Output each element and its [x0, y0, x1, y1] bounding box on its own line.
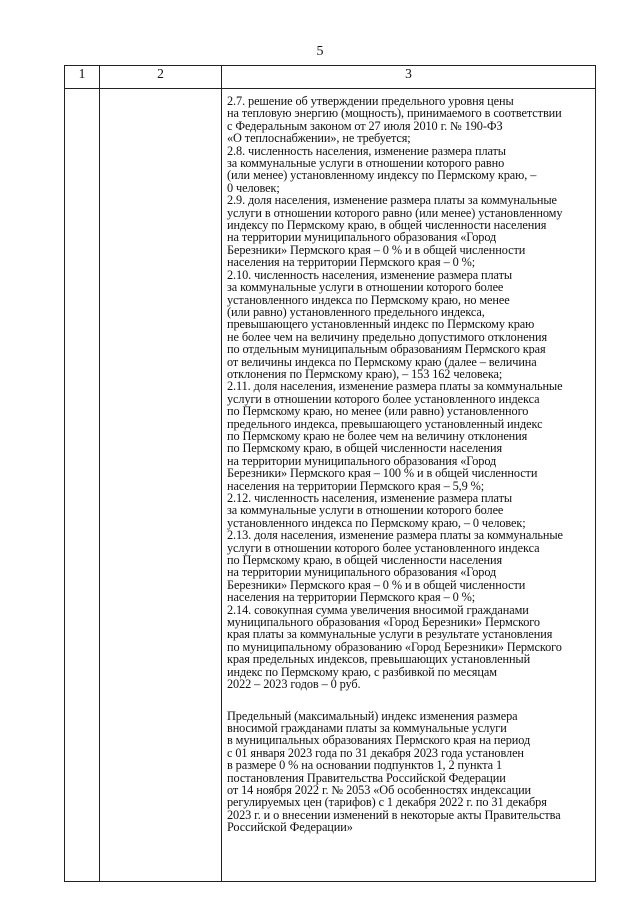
- text-line: установленного индекса по Пермскому краю, – 0 человек;: [227, 515, 526, 530]
- text-line: предельного индекса, превышающего установленный индекс: [227, 416, 543, 431]
- text-line: края платы за коммунальные услуги в результате установления: [227, 627, 553, 642]
- text-line: по Пермскому краю, в общей численности населения: [227, 441, 503, 456]
- text-line: индекс по Пермскому краю, с разбивкой по месяцам: [227, 664, 497, 679]
- text-line: индексу по Пермскому краю, в общей численности населения: [227, 218, 547, 233]
- text-line: 2.9. доля населения, изменение размера платы за коммунальные: [227, 193, 557, 208]
- text-line: не более чем на величину предельно допустимого отклонения: [227, 329, 548, 344]
- column-3-cell: [222, 89, 596, 882]
- text-line: Предельный (максимальный) индекс изменения размера: [227, 708, 518, 723]
- text-line: Российской Федерации»: [227, 820, 353, 835]
- text-line: (или менее) установленному индексу по Пермскому краю, –: [227, 168, 537, 183]
- text-line: услуги в отношении которого равно (или менее) установленному: [227, 205, 563, 220]
- text-line: с 01 января 2023 года по 31 декабря 2023 года установлен: [227, 745, 524, 760]
- text-line: 0 человек;: [227, 180, 280, 195]
- text-line: с Федеральным законом от 27 июля 2010 г. № 190-ФЗ: [227, 118, 503, 133]
- text-line: за коммунальные услуги в отношении которого равно: [227, 156, 505, 171]
- text-line: (или равно) установленного предельного индекса,: [227, 304, 485, 319]
- text-line: на территории муниципального образования «Город: [227, 453, 497, 468]
- column-header-2: 2: [100, 66, 222, 89]
- column-1-cell: [65, 89, 100, 882]
- text-line: Березники» Пермского края – 0 % и в общей численности: [227, 242, 526, 257]
- text-line: от величины индекса по Пермскому краю (далее – величина: [227, 354, 537, 369]
- text-line: Березники» Пермского края – 0 % и в общей численности: [227, 577, 526, 592]
- text-line: населения на территории Пермского края – 0 %;: [227, 255, 476, 270]
- column-header-3: 3: [222, 66, 596, 89]
- text-line: в размере 0 % на основании подпунктов 1, 2 пункта 1: [227, 758, 503, 773]
- paragraph-index-note: [227, 710, 591, 834]
- text-line: «О теплоснабжении», не требуется;: [227, 131, 411, 146]
- text-line: на тепловую энергию (мощность), принимаемого в соответствии: [227, 106, 562, 121]
- text-line: 2.14. совокупная сумма увеличения вносимой гражданами: [227, 602, 529, 617]
- text-line: 2.7. решение об утверждении предельного уровня цены: [227, 94, 514, 108]
- paragraph-items: [227, 95, 591, 691]
- text-line: по Пермскому краю, в общей численности населения: [227, 553, 503, 568]
- text-line: края предельных индексов, превышающих установленный: [227, 652, 531, 667]
- table-body-row: [65, 89, 596, 882]
- text-line: услуги в отношении которого более установленного индекса: [227, 391, 540, 406]
- text-line: за коммунальные услуги в отношении которого более: [227, 503, 504, 518]
- text-line: превышающего установленный индекс по Пермскому краю: [227, 317, 535, 332]
- cell-text: [222, 89, 595, 834]
- text-line: по муниципальному образованию «Город Березники» Пермского: [227, 639, 562, 654]
- text-line: населения на территории Пермского края – 0 %;: [227, 590, 476, 605]
- text-line: по Пермскому краю, но менее (или равно) установленного: [227, 404, 529, 419]
- text-line: Березники» Пермского края – 100 % и в общей численности: [227, 466, 538, 481]
- text-line: отклонения по Пермскому краю), – 153 162 человека;: [227, 366, 503, 381]
- text-line: 2022 – 2023 годов – 0 руб.: [227, 677, 361, 692]
- text-line: 2.10. численность населения, изменение размера платы: [227, 267, 513, 282]
- text-line: установленного индекса по Пермскому краю, но менее: [227, 292, 510, 307]
- text-line: от 14 ноября 2022 г. № 2053 «Об особенностях индексации: [227, 782, 532, 797]
- text-line: регулируемых цен (тарифов) с 1 декабря 2022 г. по 31 декабря: [227, 795, 547, 810]
- text-line: вносимой гражданами платы за коммунальные услуги: [227, 720, 507, 735]
- text-line: по отдельным муниципальным образованиям Пермского края: [227, 342, 546, 357]
- text-line: 2.8. численность населения, изменение размера платы: [227, 143, 506, 158]
- text-line: муниципального образования «Город Березники» Пермского: [227, 615, 540, 630]
- text-line: населения на территории Пермского края – 5,9 %;: [227, 478, 485, 493]
- text-line: 2.11. доля населения, изменение размера платы за коммунальные: [227, 379, 563, 394]
- text-line: в муниципальных образованиях Пермского края на период: [227, 733, 531, 748]
- text-line: 2023 г. и о внесении изменений в некоторые акты Правительства: [227, 807, 561, 822]
- table-header-row: [65, 66, 596, 89]
- text-line: 2.13. доля населения, изменение размера платы за коммунальные: [227, 528, 563, 543]
- text-line: на территории муниципального образования «Город: [227, 230, 497, 245]
- text-line: 2.12. численность населения, изменение размера платы: [227, 491, 513, 505]
- column-2-cell: [100, 89, 222, 882]
- text-line: за коммунальные услуги в отношении которого более: [227, 280, 504, 295]
- text-line: по Пермскому краю не более чем на величину отклонения: [227, 428, 528, 443]
- text-line: постановления Правительства Российской Федерации: [227, 770, 506, 785]
- column-header-1: 1: [65, 66, 100, 89]
- text-line: услуги в отношении которого более установленного индекса: [227, 540, 540, 555]
- page-number: 5: [316, 44, 324, 59]
- text-line: на территории муниципального образования «Город: [227, 565, 497, 580]
- document-table: [64, 65, 596, 882]
